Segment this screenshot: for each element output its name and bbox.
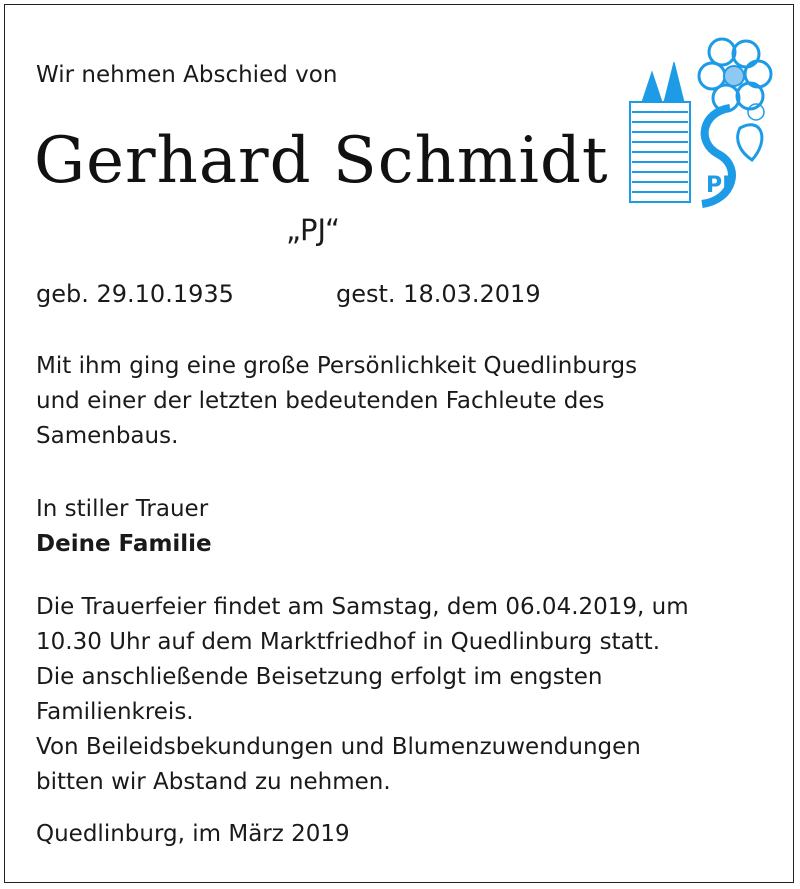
funeral-line: Familienkreis. bbox=[36, 699, 194, 725]
family-signature: Deine Familie bbox=[36, 531, 212, 557]
funeral-line: Die anschließende Beisetzung erfolgt im engsten bbox=[36, 664, 603, 690]
intro-text: Wir nehmen Abschied von bbox=[36, 62, 338, 88]
life-dates bbox=[36, 280, 541, 308]
funeral-line: 10.30 Uhr auf dem Marktfriedhof in Quedlinburg statt. bbox=[36, 629, 661, 655]
tribute-paragraph bbox=[36, 349, 637, 454]
flower-castle-logo-icon bbox=[622, 32, 774, 212]
place-date-closing: Quedlinburg, im März 2019 bbox=[36, 821, 350, 847]
mourning-text: In stiller Trauer bbox=[36, 496, 209, 522]
deceased-name: Gerhard Schmidt bbox=[34, 124, 609, 198]
birth-date: geb. 29.10.1935 bbox=[36, 280, 234, 308]
nickname: „PJ“ bbox=[286, 213, 341, 247]
funeral-line: Die Trauerfeier findet am Samstag, dem 06.04.2019, um bbox=[36, 594, 689, 620]
funeral-line: Von Beileidsbekundungen und Blumenzuwendungen bbox=[36, 734, 641, 760]
mourning-block bbox=[36, 492, 212, 562]
death-date: gest. 18.03.2019 bbox=[336, 280, 541, 308]
tribute-line: Samenbaus. bbox=[36, 423, 179, 449]
tribute-line: und einer der letzten bedeutenden Fachleute des bbox=[36, 388, 605, 414]
logo-text: PJ bbox=[706, 173, 731, 198]
tribute-line: Mit ihm ging eine große Persönlichkeit Quedlinburgs bbox=[36, 353, 638, 379]
funeral-line: bitten wir Abstand zu nehmen. bbox=[36, 769, 391, 795]
funeral-paragraph bbox=[36, 590, 689, 800]
